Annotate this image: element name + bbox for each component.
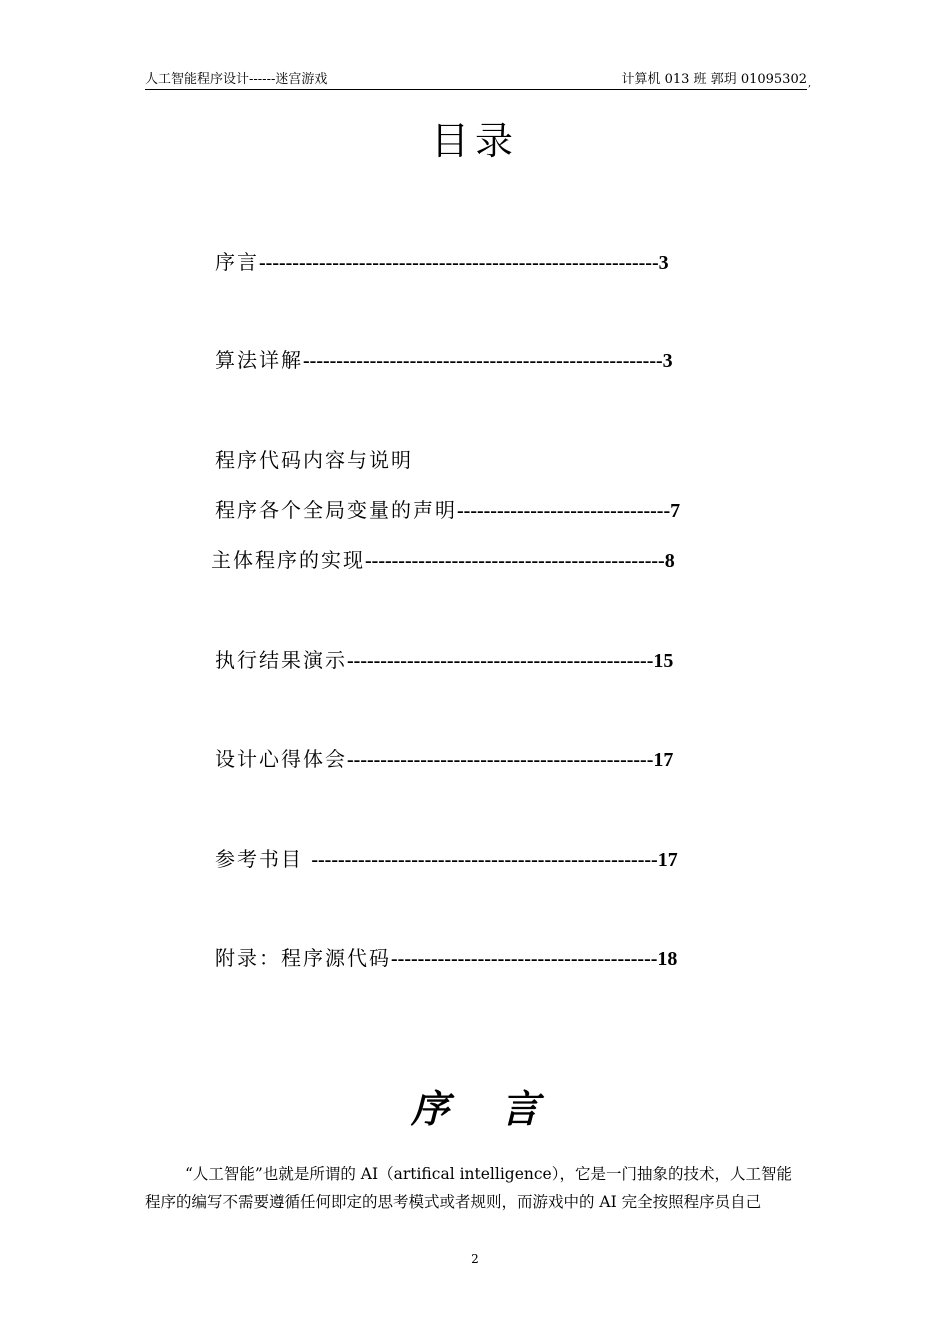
toc-entry-page: 17 [653, 749, 674, 771]
toc-entry-label: 序言 [215, 250, 259, 274]
toc-entry-main-program [211, 548, 675, 573]
toc-entry-label: 主体程序的实现 [211, 548, 365, 572]
toc-entry-leader: ------------------------------------------------------ [303, 350, 663, 372]
toc-entry-preface [215, 250, 669, 275]
toc-entry-leader: -------------------------------- [457, 500, 671, 522]
toc-entry-label: 参考书目 [215, 847, 312, 871]
toc-entry-label: 算法详解 [215, 348, 303, 372]
toc-entry-label: 设计心得体会 [215, 747, 347, 771]
toc-entry-label: 程序各个全局变量的声明 [215, 498, 457, 522]
toc-entry-leader: --------------------------------------------- [365, 550, 665, 572]
toc-entry-leader: ---------------------------------------------------- [311, 849, 658, 871]
section-title-char: 言 [501, 1086, 540, 1131]
toc-entry-leader: ---------------------------------------------- [347, 749, 654, 771]
toc-entry-page: 3 [658, 252, 669, 274]
toc-entry-results [215, 648, 673, 673]
page-header [145, 72, 807, 90]
toc-entry-globals [215, 498, 680, 523]
header-author-info: 计算机 013 班 郭玥 01095302 [621, 72, 807, 87]
toc-entry-appendix [215, 946, 677, 971]
header-mark: , [808, 78, 812, 89]
section-title-preface [0, 1078, 950, 1133]
toc-entry-label: 附录：程序源代码 [215, 946, 391, 970]
toc-entry-page: 18 [657, 948, 678, 970]
header-document-title: 人工智能程序设计------迷宫游戏 [145, 72, 328, 87]
toc-entry-page: 8 [664, 550, 675, 572]
toc-entry-code-heading [215, 448, 413, 472]
toc-entry-label: 程序代码内容与说明 [215, 448, 413, 472]
page-number: 2 [471, 1252, 479, 1266]
toc-entry-reflections [215, 747, 673, 772]
toc-entry-leader: ------------------------------------------------------------ [259, 252, 659, 274]
body-paragraph-line: “人工智能”也就是所谓的 AI（artifical intelligence），它是一门抽象的技术，人工智能 [185, 1165, 792, 1183]
toc-entry-page: 17 [657, 849, 678, 871]
toc-entry-algorithm [215, 348, 673, 373]
toc-entry-page: 3 [662, 350, 673, 372]
toc-entry-page: 7 [670, 500, 681, 522]
body-paragraph-line: 程序的编写不需要遵循任何即定的思考模式或者规则，而游戏中的 AI 完全按照程序员自己 [145, 1193, 762, 1211]
section-title-char: 序 [410, 1086, 449, 1131]
toc-title: 目录 [430, 119, 519, 163]
toc-entry-leader: ---------------------------------------- [391, 948, 658, 970]
toc-entry-references [215, 847, 678, 872]
toc-entry-page: 15 [653, 650, 674, 672]
toc-entry-label: 执行结果演示 [215, 648, 347, 672]
toc-entry-leader: ---------------------------------------------- [347, 650, 654, 672]
